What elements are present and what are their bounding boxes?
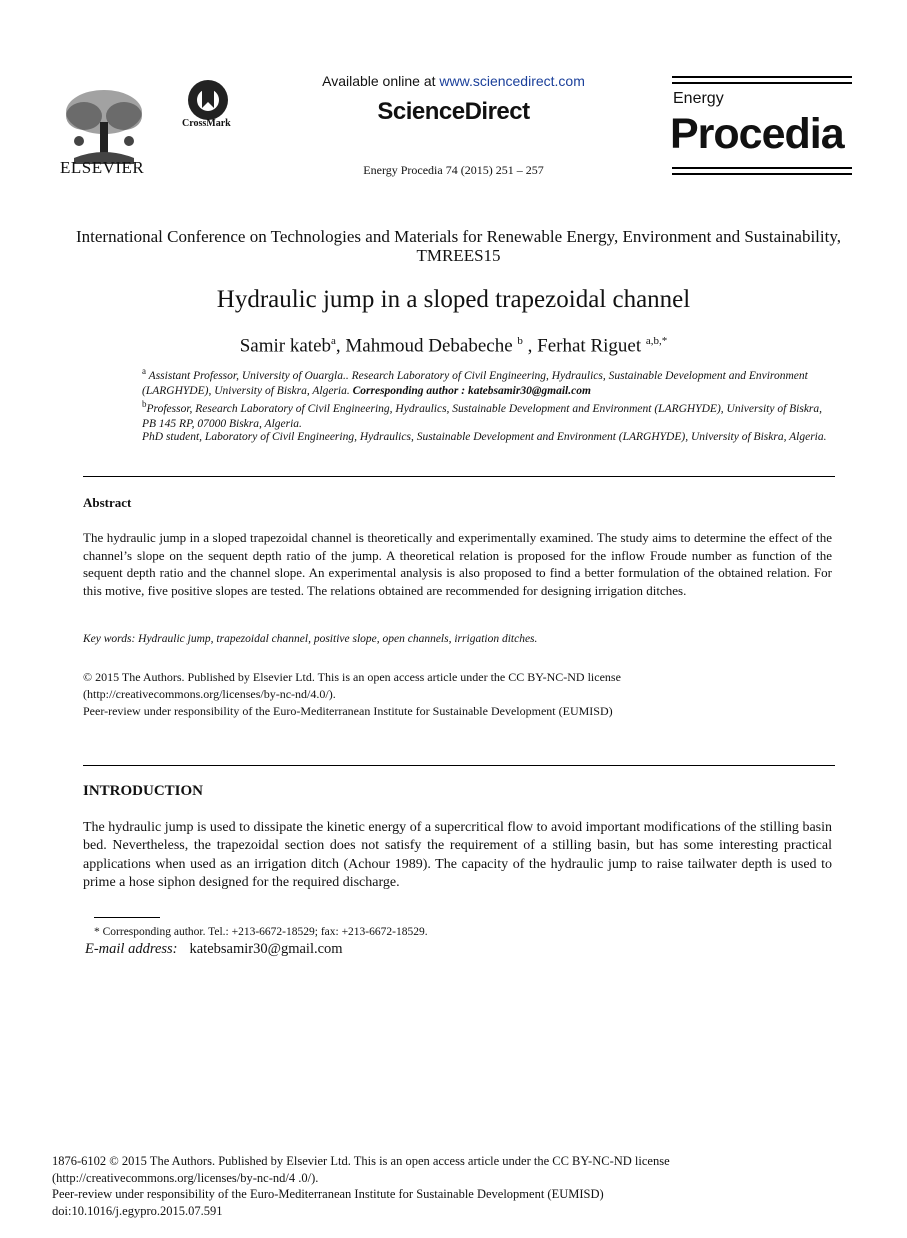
journal-logo-energy: Energy xyxy=(673,90,724,107)
footer-issn-line: 1876-6102 © 2015 The Authors. Published by Elsevier Ltd. This is an open access article under the CC BY-NC-ND license xyxy=(52,1154,670,1168)
divider-bottom xyxy=(83,765,835,766)
introduction-heading: INTRODUCTION xyxy=(83,783,204,799)
license-line: © 2015 The Authors. Published by Elsevier Ltd. This is an open access article under the CC BY-NC-ND license xyxy=(83,670,621,684)
footer-peer-review: Peer-review under responsibility of the Euro-Mediterranean Institute for Sustainable Development (EUMISD) xyxy=(52,1187,604,1201)
author-affiliation-mark: a,b,* xyxy=(645,335,668,347)
journal-logo-rule-top xyxy=(672,76,852,78)
available-online-prefix: Available online at xyxy=(322,73,440,89)
footnote-corresponding: * Corresponding author. Tel.: +213-6672-18529; fax: +213-6672-18529. xyxy=(94,926,428,938)
affiliation-text: Assistant Professor, University of Ouargla.. Research Laboratory of Civil Engineering, Hydraulics, Sustainable Development and Environment (LARGHYDE), University of Biskra, Algeria. xyxy=(142,369,808,397)
journal-logo-rule-bottom-2 xyxy=(672,173,852,175)
journal-citation: Energy Procedia 74 (2015) 251 – 257 xyxy=(363,163,544,177)
author-name: , Ferhat Riguet xyxy=(522,335,646,357)
corresponding-author-note: Corresponding author : katebsamir30@gmail.com xyxy=(352,384,591,397)
abstract-text: The hydraulic jump in a sloped trapezoidal channel is theoretically and experimentally examined. The study aims to determine the effect of the channel’s slope on the sequent depth ratio of the jump. A theoretical relation is proposed for the inflow Froude number as function of the sequent depth ratio and the channel slope. An experimental analysis is also proposed to find a better formulation of the obtained relation. For this motive, five positive slopes are tested. The relations obtained are recommended for designing irrigation ditches. xyxy=(83,530,832,598)
footnote-email xyxy=(85,941,343,958)
crossmark-label: CrossMark xyxy=(182,118,231,129)
journal-logo-procedia: Procedia xyxy=(670,110,844,158)
journal-logo-rule-bottom xyxy=(672,167,852,169)
author-affiliation-mark: b xyxy=(517,335,523,347)
journal-logo-rule-top-2 xyxy=(672,82,852,84)
page-footer xyxy=(52,1153,852,1219)
sciencedirect-logo: ScienceDirect xyxy=(377,98,530,125)
abstract-heading: Abstract xyxy=(83,495,132,510)
author-list xyxy=(0,335,907,357)
affiliation-text: Professor, Research Laboratory of Civil Engineering, Hydraulics, Sustainable Development and Environment (LARGHYDE), University of Biskra, PB 145 RP, 07000 Biskra, Algeria. xyxy=(142,402,823,430)
publisher-name: ELSEVIER xyxy=(60,158,145,177)
author-affiliation-mark: a xyxy=(331,335,336,347)
email-label: E-mail address: xyxy=(85,941,178,957)
affiliation-mark: a xyxy=(142,366,146,376)
email-address[interactable]: katebsamir30@gmail.com xyxy=(189,941,343,957)
footnote-rule xyxy=(94,917,160,918)
sciencedirect-link[interactable]: www.sciencedirect.com xyxy=(439,73,585,89)
affiliation-mark: b xyxy=(142,399,147,409)
footer-doi[interactable]: doi:10.1016/j.egypro.2015.07.591 xyxy=(52,1203,223,1218)
paper-title: Hydraulic jump in a sloped trapezoidal channel xyxy=(216,286,691,313)
conference-name: International Conference on Technologies and Materials for Renewable Energy, Environment and Sustainability, TMREES15 xyxy=(76,227,841,265)
affiliation-b xyxy=(142,397,832,432)
affiliation-c xyxy=(142,430,832,445)
footer-license-link[interactable]: (http://creativecommons.org/licenses/by-nc-nd/4 .0/). xyxy=(52,1170,319,1185)
peer-review-line: Peer-review under responsibility of the Euro-Mediterranean Institute for Sustainable Development (EUMISD) xyxy=(83,704,613,718)
license-link[interactable]: (http://creativecommons.org/licenses/by-nc-nd/4.0/). xyxy=(83,687,336,701)
affiliation-a xyxy=(142,364,832,399)
divider-top xyxy=(83,476,835,477)
affiliation-text: PhD student, Laboratory of Civil Engineering, Hydraulics, Sustainable Development and Environment (LARGHYDE), University of Biskra, Algeria. xyxy=(142,431,827,443)
author-name: Samir kateb xyxy=(239,335,332,357)
license-block xyxy=(83,669,832,720)
introduction-text: The hydraulic jump is used to dissipate the kinetic energy of a supercritical flow to avoid important modifications of the stilling basin bed. Nevertheless, the trapezoidal section does not satisfy the requirement of a stilling basin, but has some interesting practical applications when used as an irrigation ditch (Achour 1989). The capacity of the hydraulic jump to raise tailwater depth is used to prime a hose siphon designed for the required discharge. xyxy=(83,820,832,890)
author-name: , Mahmoud Debabeche xyxy=(335,335,518,357)
keywords: Key words: Hydraulic jump, trapezoidal channel, positive slope, open channels, irrigation ditches. xyxy=(83,633,538,645)
